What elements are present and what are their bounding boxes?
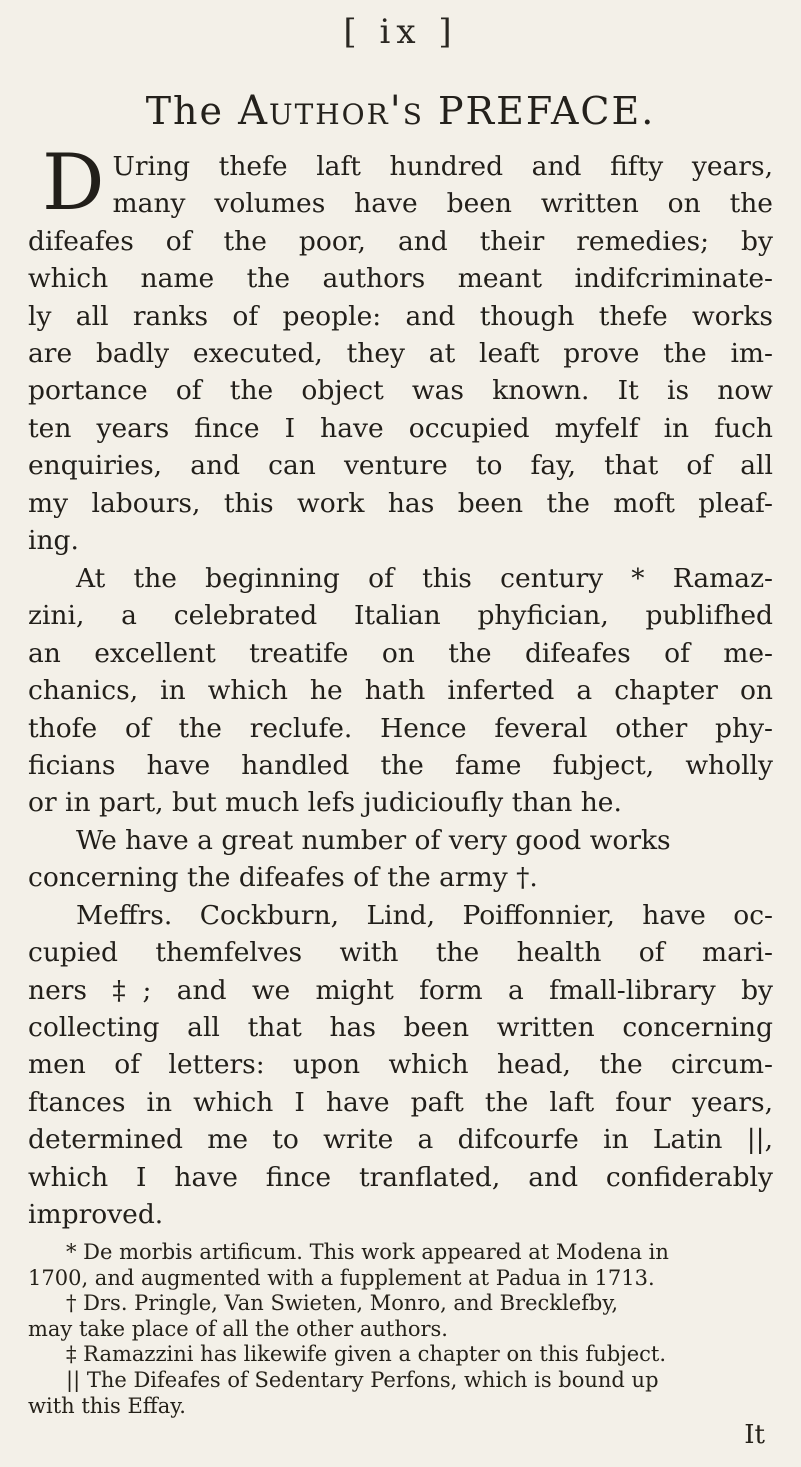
text-line: cupied themfelves with the health of mari- bbox=[28, 937, 773, 969]
text-line: Meffrs. Cockburn, Lind, Poiffonnier, have oc- bbox=[76, 899, 773, 931]
text-line: are badly executed, they at leaft prove the im- bbox=[28, 338, 773, 370]
text-line: collecting all that has been written concerning bbox=[28, 1012, 773, 1044]
text-line: thofe of the reclufe. Hence feveral other phy- bbox=[28, 712, 773, 744]
text-line: which name the authors meant indifcriminate- bbox=[28, 263, 773, 295]
text-line: difeafes of the poor, and their remedies; by bbox=[28, 225, 773, 257]
text-line: determined me to write a difcourfe in Latin ||, bbox=[28, 1124, 773, 1156]
catchword: It bbox=[744, 1420, 765, 1450]
title-prefix: The bbox=[145, 89, 239, 133]
text-line: We have a great number of very good works bbox=[76, 825, 671, 856]
text-line: my labours, this work has been the moft pleaf- bbox=[28, 487, 773, 519]
text-line: ners ‡; and we might form a fmall-library by bbox=[28, 974, 773, 1006]
text-line: men of letters: upon which head, the circum- bbox=[28, 1049, 773, 1081]
drop-cap: D bbox=[42, 138, 105, 228]
text-line: zini, a celebrated Italian phyfician, publifhed bbox=[28, 600, 773, 632]
footnote-line: ‡ Ramazzini has likewife given a chapter on this fubject. bbox=[66, 1342, 667, 1367]
footnote-line: || The Difeafes of Sedentary Perfons, which is bound up bbox=[66, 1367, 659, 1392]
footnote-line: † Drs. Pringle, Van Swieten, Monro, and Brecklefby, bbox=[66, 1291, 619, 1316]
text-line: portance of the object was known. It is now bbox=[28, 375, 773, 407]
text-line: ten years fince I have occupied myfelf in fuch bbox=[28, 412, 773, 444]
text-line: At the beginning of this century * Ramaz- bbox=[76, 563, 773, 594]
text-line: chanics, in which he hath inferted a chapter on bbox=[28, 675, 773, 707]
text-line: ly all ranks of people: and though thefe works bbox=[28, 300, 773, 332]
paragraph-1 bbox=[28, 138, 773, 559]
paragraph-3 bbox=[28, 822, 773, 1233]
footnotes bbox=[28, 1240, 773, 1419]
text-line: concerning the difeafes of the army †. bbox=[28, 862, 538, 894]
text-line: improved. bbox=[28, 1199, 164, 1231]
text-line: ftances in which I have paft the laft four years, bbox=[28, 1086, 773, 1118]
text-line: enquiries, and can venture to fay, that of all bbox=[28, 450, 773, 482]
text-line: an excellent treatife on the difeafes of me- bbox=[28, 637, 773, 669]
text-line: Uring thefe laft hundred and fifty years, bbox=[112, 151, 773, 182]
footnote-line: 1700, and augmented with a fupplement at Padua in 1713. bbox=[28, 1265, 655, 1290]
text-line: which I have fince tranflated, and confiderably bbox=[28, 1161, 773, 1193]
text-line: ing. bbox=[28, 525, 79, 557]
text-line: ficians have handled the fame fubject, wholly bbox=[28, 750, 773, 782]
footnote-line: may take place of all the other authors. bbox=[28, 1316, 448, 1341]
title-word: PREFACE. bbox=[423, 89, 656, 133]
footnote-line: with this Effay. bbox=[28, 1393, 186, 1418]
title-author: Author's bbox=[238, 88, 424, 134]
text-line: or in part, but much lefs judicioufly than he. bbox=[28, 787, 622, 819]
paragraph-2 bbox=[28, 560, 773, 822]
text-line: many volumes have been written on the bbox=[112, 188, 773, 220]
page-number: [ ix ] bbox=[343, 12, 458, 52]
page-title bbox=[0, 88, 801, 134]
footnote-line: * De morbis artificum. This work appeared at Modena in bbox=[66, 1240, 669, 1264]
